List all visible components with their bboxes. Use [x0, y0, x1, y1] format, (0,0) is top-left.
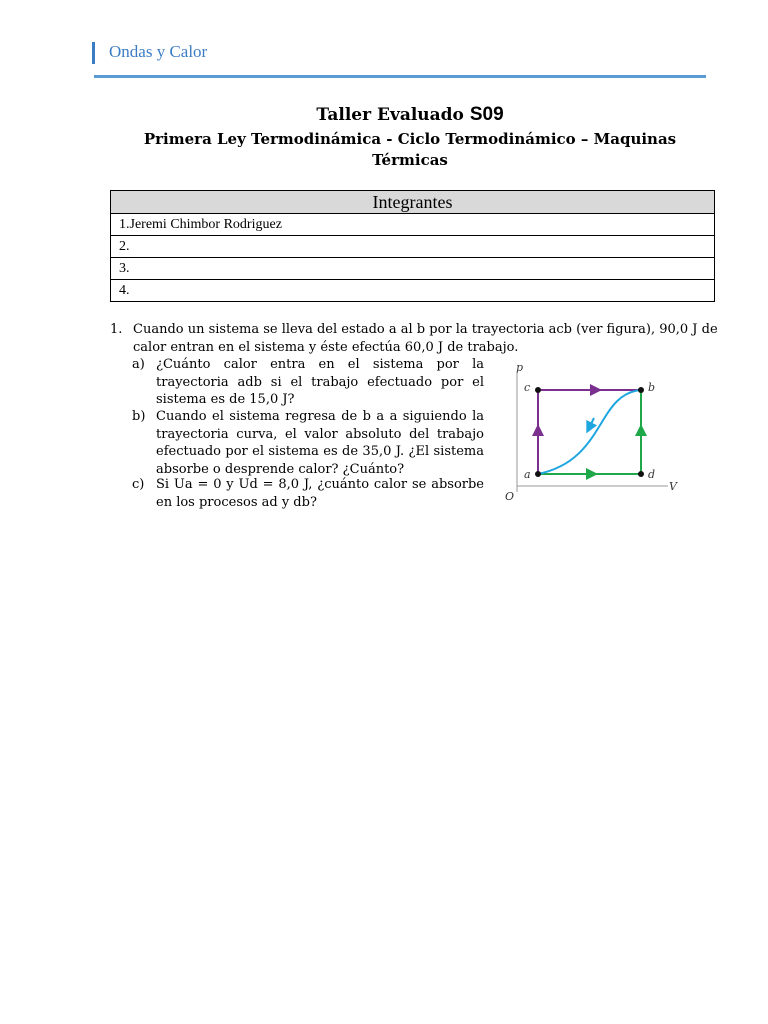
header-accent-bar [92, 42, 95, 64]
item-label: b) [132, 409, 146, 424]
item-text: Cuando el sistema regresa de b a a siguiendo la trayectoria curva, el valor absoluto del trabajo efectuado por el sistema es de 35,0 J. ¿El sistema absorbe o desprende calor? ¿Cuánto? [156, 409, 484, 477]
point-c [535, 387, 541, 393]
question-item-c [132, 476, 484, 511]
label-a: a [524, 468, 531, 481]
point-b [638, 387, 644, 393]
pv-diagram [496, 360, 690, 508]
members-table [110, 190, 715, 302]
point-a [535, 471, 541, 477]
item-label: c) [132, 477, 145, 492]
document-title [0, 104, 768, 126]
label-c: c [524, 381, 531, 394]
title-code: S09 [469, 104, 504, 125]
member-row: 2. [111, 236, 715, 258]
document-subtitle: Primera Ley Termodinámica - Ciclo Termodinámico – Maquinas Térmicas [143, 130, 677, 169]
question-1 [110, 321, 720, 356]
arrow-curve [589, 418, 594, 428]
label-b: b [648, 381, 656, 394]
path-curve-ba [538, 390, 641, 474]
members-heading: Integrantes [111, 191, 715, 214]
member-row: 1.Jeremi Chimbor Rodriguez [111, 214, 715, 236]
question-text: Cuando un sistema se lleva del estado a al b por la trayectoria acb (ver figura), 90,0 J de calor entran en el sistema y éste efectúa 60,0 J de trabajo. [133, 322, 718, 355]
member-row: 4. [111, 280, 715, 302]
label-v: V [669, 480, 677, 493]
item-text: ¿Cuánto calor entra en el sistema por la trayectoria adb si el trabajo efectuado por el sistema es de 15,0 J? [156, 357, 484, 407]
question-number: 1. [110, 322, 123, 337]
member-row: 3. [111, 258, 715, 280]
question-item-a [132, 356, 484, 409]
label-d: d [648, 468, 656, 481]
point-d [638, 471, 644, 477]
label-p: p [516, 361, 524, 374]
question-item-b [132, 408, 484, 478]
item-label: a) [132, 357, 145, 372]
course-title: Ondas y Calor [109, 42, 208, 61]
title-main: Taller Evaluado [316, 105, 470, 125]
header-rule [94, 75, 706, 78]
item-text: Si Ua = 0 y Ud = 8,0 J, ¿cuánto calor se absorbe en los procesos ad y db? [156, 477, 484, 510]
label-o: O [505, 490, 515, 503]
